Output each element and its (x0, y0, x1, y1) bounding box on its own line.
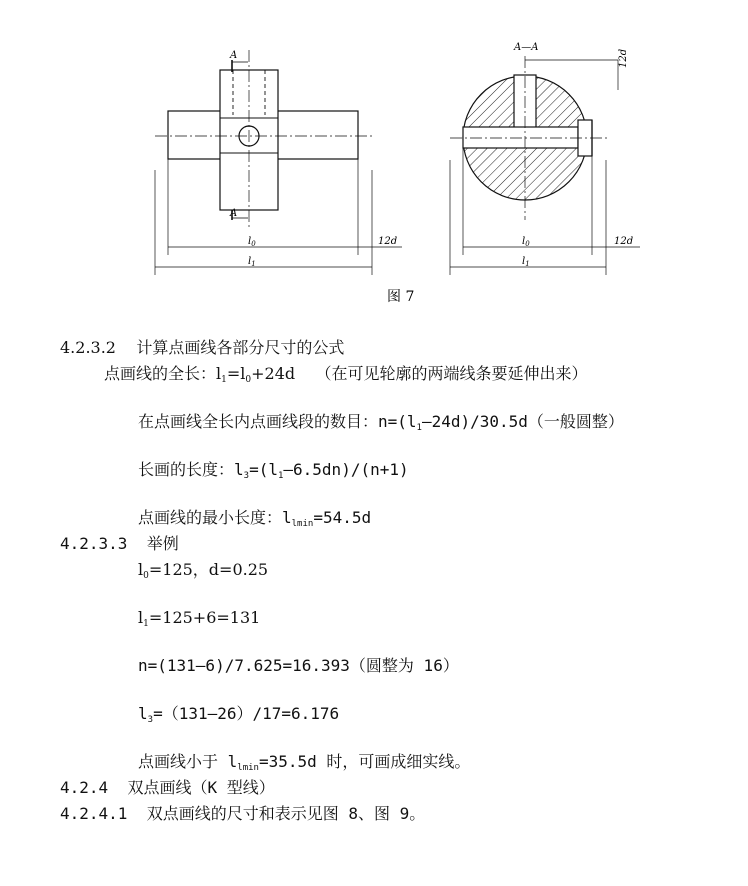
formula-text: =125，d=0.25 (148, 560, 269, 579)
formula-text: 点画线的全长：l (104, 364, 222, 383)
formula-note: （在可见轮廓的两端线条要延伸出来） (315, 364, 588, 383)
formula-text: =35.5d 时，可画成细实线。 (258, 752, 471, 771)
right-dim-l0: $l_0$ (522, 236, 530, 248)
formula-text: =54.5d (313, 508, 372, 527)
subscript: 0 (143, 571, 149, 581)
subscript: 0 (245, 375, 252, 385)
figure-7-drawing (140, 20, 660, 310)
section-number: 4.2.3.2 (60, 338, 116, 357)
left-section-label-top: A (230, 50, 238, 61)
section-title: 双点画线的尺寸和表示见图 8、图 9。 (146, 804, 426, 823)
section-number: 4.2.4 (60, 778, 109, 797)
figure-caption: 图 7 (387, 289, 415, 305)
section-title: 计算点画线各部分尺寸的公式 (136, 338, 345, 357)
left-section-label-bottom: A (230, 208, 238, 219)
example-line-4 (138, 704, 339, 724)
right-view (450, 56, 640, 275)
example-line-3: n=(131—6)/7.625=16.393（圆整为 16） (138, 656, 459, 675)
formula-text: —24d)/30.5d（一般圆整） (421, 412, 624, 431)
section-4-2-3-2-heading (60, 338, 344, 358)
formula-text: 点画线小于 l (138, 752, 238, 771)
example-line-1 (138, 560, 268, 580)
subscript: lmin (291, 519, 314, 529)
subscript: lmin (237, 763, 259, 773)
section-4-2-4-heading (60, 778, 275, 798)
formula-text: =(l (249, 460, 278, 479)
left-dim-l1: $l_1$ (248, 256, 256, 268)
formula-text: 在点画线全长内点画线段的数目：n=(l (138, 412, 417, 431)
formula-text: =l (226, 364, 246, 383)
right-dim-12d-top: 12d (618, 48, 629, 68)
formula-long-dash-length (138, 460, 409, 480)
example-line-2 (138, 608, 260, 628)
right-dim-l1: $l_1$ (522, 256, 530, 268)
right-dim-12d: 12d (614, 236, 634, 247)
formula-total-length (104, 364, 588, 384)
note-thin-line (138, 752, 470, 772)
subscript: 1 (143, 619, 149, 629)
formula-segment-count (138, 412, 624, 432)
formula-text: =（131—26）/17=6.176 (153, 704, 340, 723)
formula-min-length (138, 508, 371, 528)
subscript: 1 (221, 375, 227, 385)
formula-text: —6.5dn)/(n+1) (283, 460, 409, 479)
formula-text: 长画的长度：l (138, 460, 244, 479)
formula-text: 点画线的最小长度：l (138, 508, 292, 527)
subscript: 3 (147, 715, 154, 725)
formula-text: =125+6=131 (148, 608, 261, 627)
subscript: 1 (416, 423, 422, 433)
formula-text: l (138, 560, 144, 579)
section-4-2-4-1-heading (60, 804, 425, 824)
section-title: 举例 (146, 534, 179, 553)
figure-7 (140, 20, 660, 310)
subscript: 3 (243, 471, 250, 481)
subscript: 1 (277, 471, 284, 481)
left-dim-l0: $l_0$ (248, 236, 256, 248)
formula-text: l (138, 608, 144, 627)
section-number: 4.2.3.3 (60, 534, 128, 553)
section-title: 双点画线（K 型线） (127, 778, 275, 797)
right-section-title: A—A (514, 42, 539, 53)
formula-text: +24d (251, 364, 296, 383)
left-view (155, 50, 402, 275)
left-dim-12d: 12d (378, 236, 398, 247)
section-number: 4.2.4.1 (60, 804, 128, 823)
formula-text: l (138, 704, 148, 723)
section-4-2-3-3-heading (60, 534, 179, 554)
